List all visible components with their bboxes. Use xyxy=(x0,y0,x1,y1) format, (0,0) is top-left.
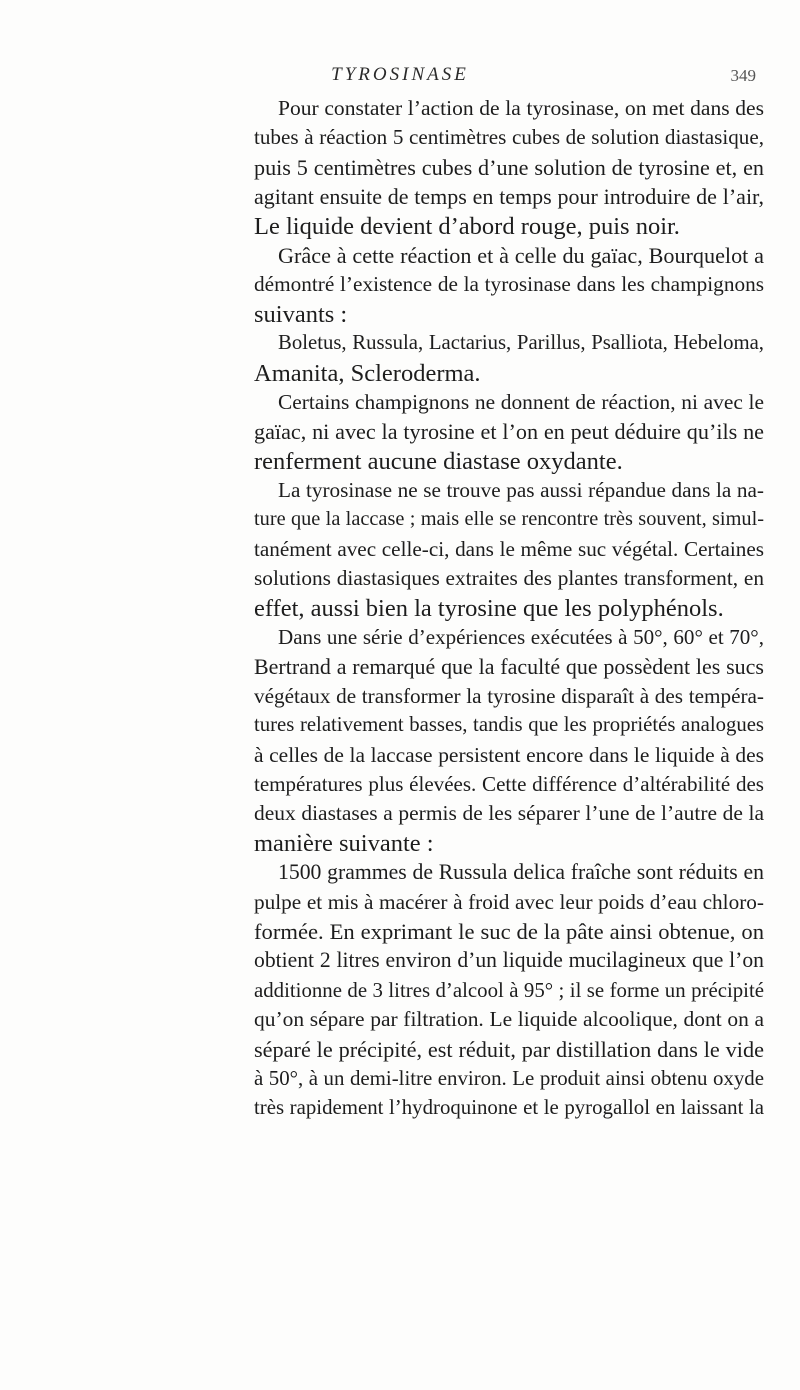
page-header xyxy=(0,64,800,94)
text-line: tures relativement basses, tandis que les propriétés analogues xyxy=(254,714,764,737)
text-line: additionne de 3 litres d’alcool à 95° ; il se forme un précipité xyxy=(254,977,764,1002)
text-line: végétaux de transformer la tyrosine disparaît à des tempéra- xyxy=(254,683,764,708)
text-line: agitant ensuite de temps en temps pour introduire de l’air, xyxy=(254,184,764,210)
text-line: tubes à réaction 5 centimètres cubes de solution diastasique, xyxy=(254,125,764,150)
text-line: 1500 grammes de Russula delica fraîche sont réduits en xyxy=(278,860,764,885)
text-line: deux diastases a permis de les séparer l’une de l’autre de la xyxy=(254,801,764,826)
text-line: à 50°, à un demi-litre environ. Le produit ainsi obtenu oxyde xyxy=(254,1065,764,1090)
text-line: Pour constater l’action de la tyrosinase, on met dans des xyxy=(278,96,764,120)
text-line: tanément avec celle-ci, dans le même suc végétal. Certaines xyxy=(254,536,764,561)
text-line: gaïac, ni avec la tyrosine et l’on en peut déduire qu’ils ne xyxy=(254,419,764,445)
running-title: TYROSINASE xyxy=(331,64,469,85)
text-line: Bertrand a remarqué que la faculté que possèdent les sucs xyxy=(254,654,764,680)
text-line: qu’on sépare par filtration. Le liquide alcoolique, dont on a xyxy=(254,1007,764,1032)
text-line: démontré l’existence de la tyrosinase dans les champignons xyxy=(254,272,764,297)
text-line: Le liquide devient d’abord rouge, puis noir. xyxy=(254,212,680,240)
text-line: formée. En exprimant le suc de la pâte ainsi obtenue, on xyxy=(254,918,764,944)
text-line: à celles de la laccase persistent encore dans le liquide à des xyxy=(254,742,764,767)
text-line: séparé le précipité, est réduit, par distillation dans le vide xyxy=(254,1036,764,1062)
text-line: solutions diastasiques extraites des plantes transforment, en xyxy=(254,566,764,591)
text-line: suivants : xyxy=(254,300,348,328)
page-number: 349 xyxy=(730,66,756,85)
text-line: ture que la laccase ; mais elle se rencontre très souvent, simul- xyxy=(254,508,764,531)
text-line: Grâce à cette réaction et à celle du gaïac, Bourquelot a xyxy=(278,242,764,268)
text-line: puis 5 centimètres cubes d’une solution de tyrosine et, en xyxy=(254,154,764,180)
text-line: Amanita, Scleroderma. xyxy=(254,359,481,387)
body-text xyxy=(254,94,764,1123)
text-line: La tyrosinase ne se trouve pas aussi répandue dans la na- xyxy=(278,478,764,503)
text-line: Boletus, Russula, Lactarius, Parillus, Psalliota, Hebeloma, xyxy=(278,332,764,355)
text-line: obtient 2 litres environ d’un liquide mucilagineux que l’on xyxy=(254,948,764,973)
text-line: manière suivante : xyxy=(254,829,434,857)
text-line: pulpe et mis à macérer à froid avec leur poids d’eau chloro- xyxy=(254,889,764,914)
text-line: renferment aucune diastase oxydante. xyxy=(254,447,623,475)
text-line: Certains champignons ne donnent de réaction, ni avec le xyxy=(278,389,764,414)
text-line: Dans une série d’expériences exécutées à 50°, 60° et 70°, xyxy=(278,625,764,650)
text-line: effet, aussi bien la tyrosine que les polyphénols. xyxy=(254,594,724,622)
text-line: températures plus élevées. Cette différence d’altérabilité des xyxy=(254,771,764,796)
text-line: très rapidement l’hydroquinone et le pyrogallol en laissant la xyxy=(254,1095,764,1120)
